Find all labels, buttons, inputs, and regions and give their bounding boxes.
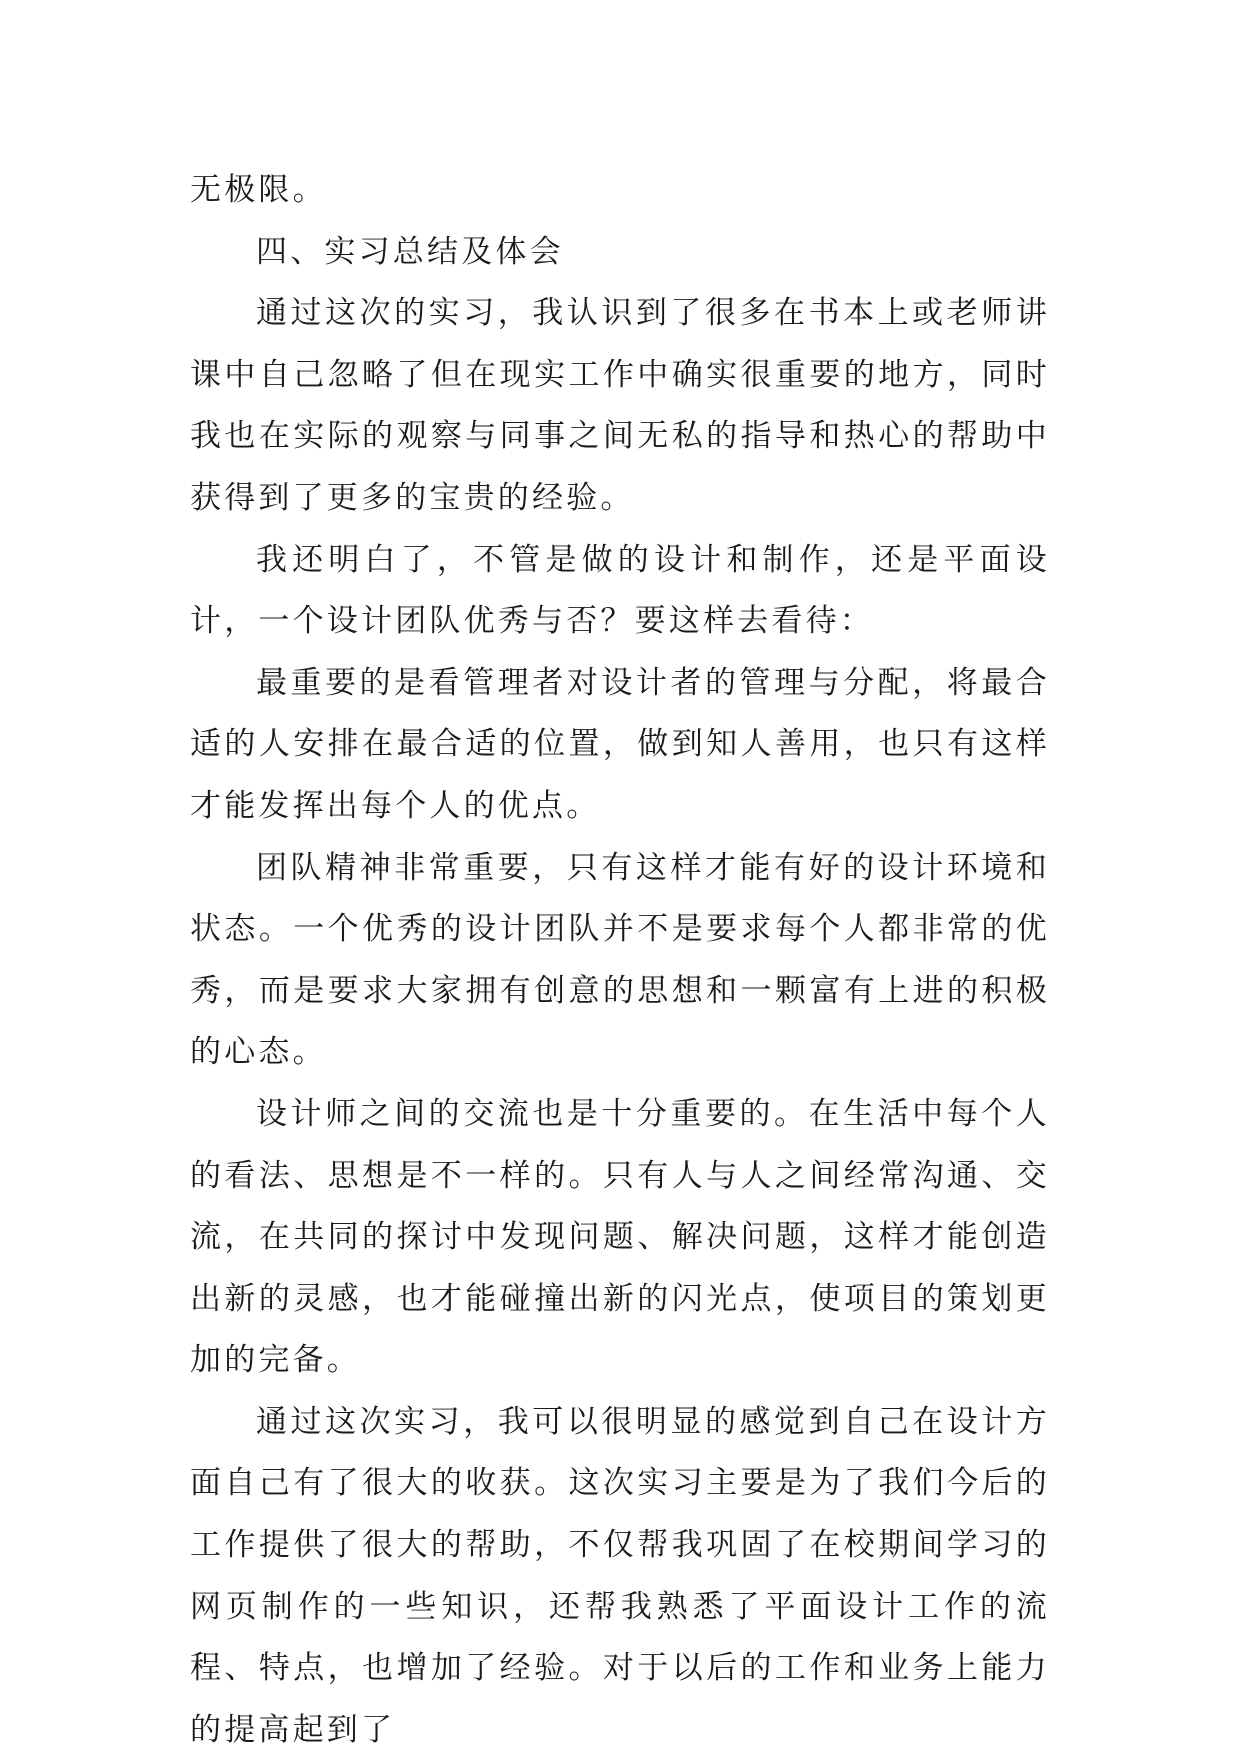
document-body bbox=[190, 160, 1050, 1761]
paragraph: 通过这次实习，我可以很明显的感觉到自己在设计方面自己有了很大的收获。这次实习主要是为了我们今后的工作提供了很大的帮助，不仅帮我巩固了在校期间学习的网页制作的一些知识，还帮我熟悉了平面设计工作的流程、特点，也增加了经验。对于以后的工作和业务上能力的提高起到了 bbox=[190, 1403, 1050, 1748]
paragraph-continuation: 无极限。 bbox=[190, 172, 327, 208]
section-heading: 四、实习总结及体会 bbox=[256, 233, 564, 270]
paragraph: 最重要的是看管理者对设计者的管理与分配，将最合适的人安排在最合适的位置，做到知人善用，也只有这样才能发挥出每个人的优点。 bbox=[190, 664, 1050, 824]
paragraph: 通过这次的实习，我认识到了很多在书本上或老师讲课中自己忽略了但在现实工作中确实很重要的地方，同时我也在实际的观察与同事之间无私的指导和热心的帮助中获得到了更多的宝贵的经验。 bbox=[190, 295, 1050, 516]
paragraph: 设计师之间的交流也是十分重要的。在生活中每个人的看法、思想是不一样的。只有人与人之间经常沟通、交流，在共同的探讨中发现问题、解决问题，这样才能创造出新的灵感，也才能碰撞出新的闪光点，使项目的策划更加的完备。 bbox=[190, 1095, 1050, 1379]
paragraph: 我还明白了，不管是做的设计和制作，还是平面设计，一个设计团队优秀与否？要这样去看待： bbox=[190, 541, 1050, 640]
paragraph: 团队精神非常重要，只有这样才能有好的设计环境和状态。一个优秀的设计团队并不是要求每个人都非常的优秀，而是要求大家拥有创意的思想和一颗富有上进的积极的心态。 bbox=[190, 849, 1050, 1071]
